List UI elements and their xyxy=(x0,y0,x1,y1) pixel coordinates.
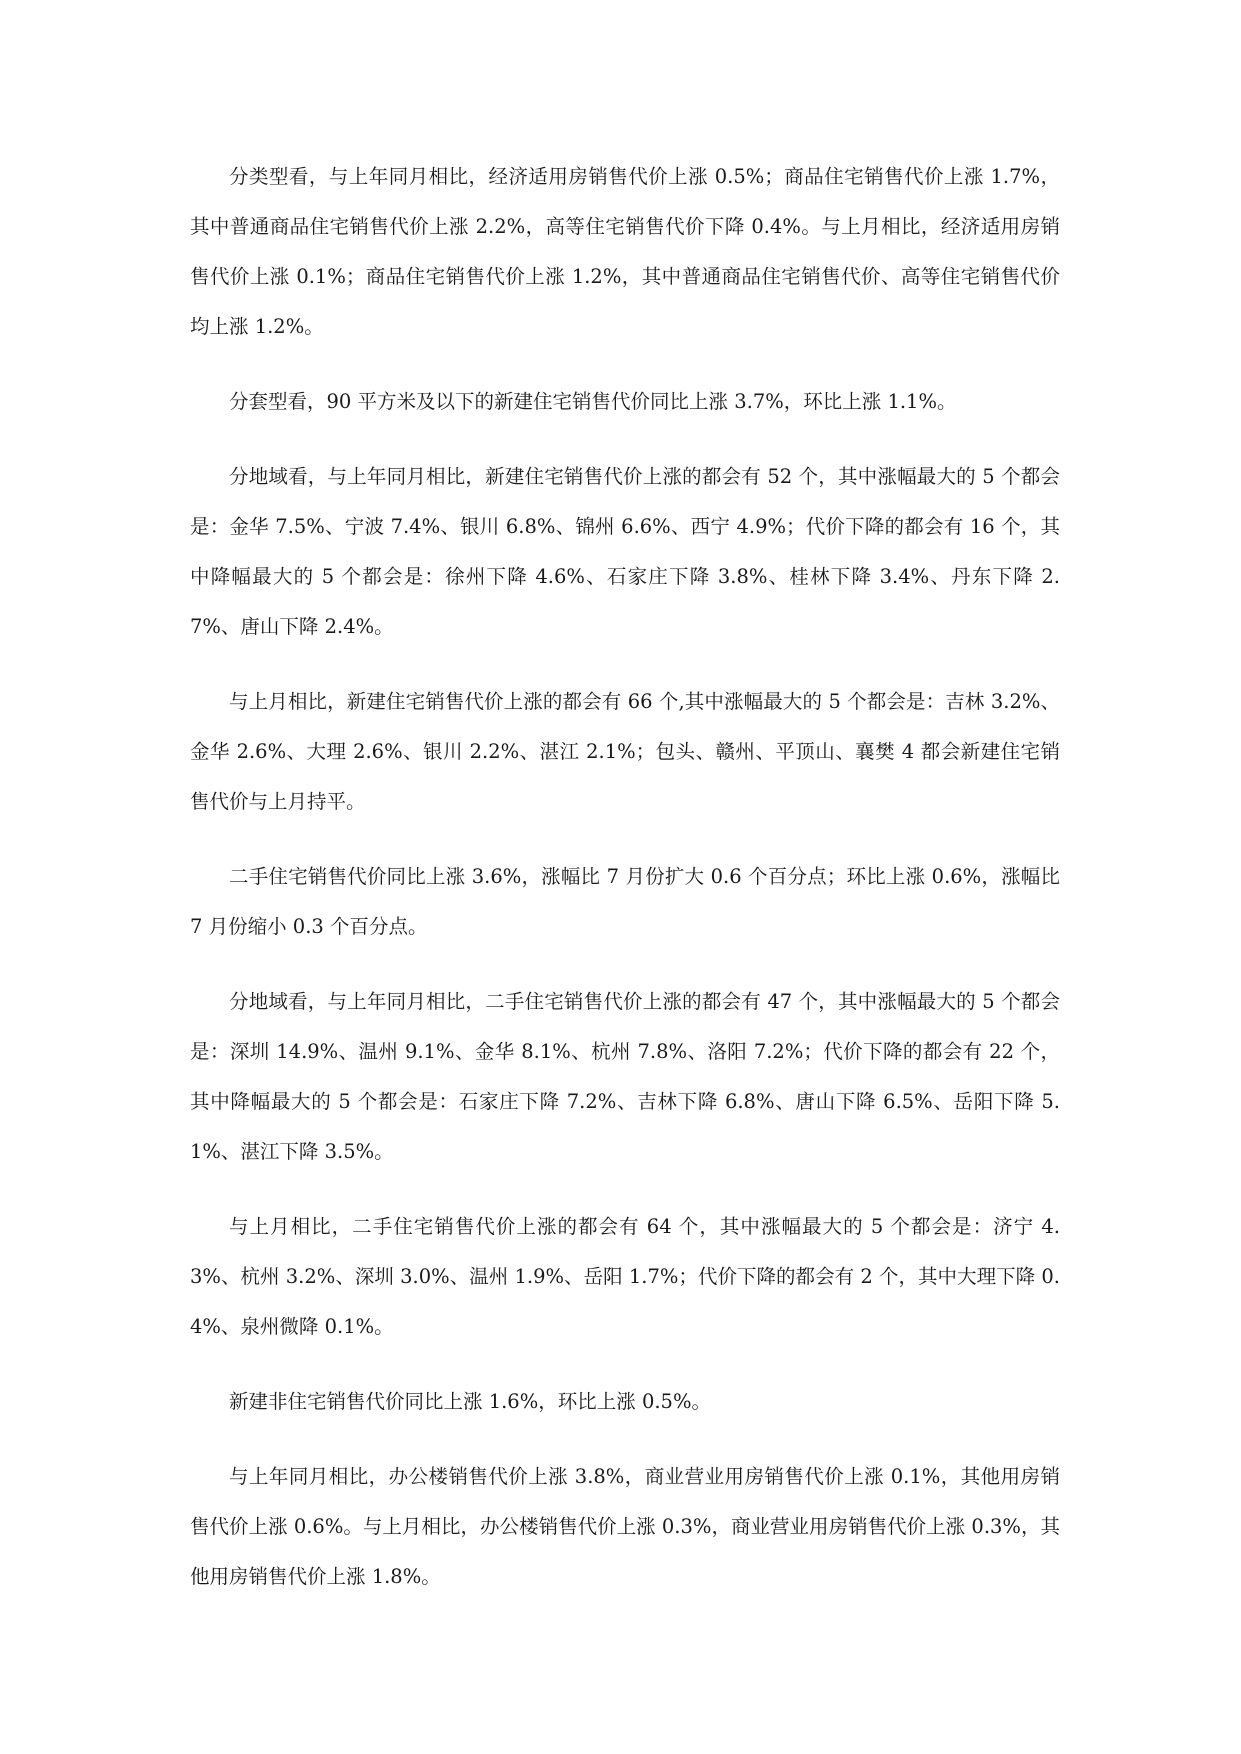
paragraph-unit-size: 分套型看，90 平方米及以下的新建住宅销售代价同比上涨 3.7%，环比上涨 1.1%。 xyxy=(229,390,957,413)
paragraph-second-hand-yoy-regions: 分地域看，与上年同月相比，二手住宅销售代价上涨的都会有 47 个，其中涨幅最大的 5 个都会是：深圳 14.9%、温州 9.1%、金华 8.1%、杭州 7.8%、洛阳 7.2%；代价下降的都会有 22 个，其中降幅最大的 5 个都会是：石家庄下降 7.2%、吉林下降 6.8%、唐山下降 6.5%、岳阳下降 5.1%、湛江下降 3.5%。 xyxy=(190,990,1060,1163)
paragraph-second-hand-summary: 二手住宅销售代价同比上涨 3.6%，涨幅比 7 月份扩大 0.6 个百分点；环比上涨 0.6%，涨幅比 7 月份缩小 0.3 个百分点。 xyxy=(190,865,1060,938)
paragraph-new-housing-mom-regions: 与上月相比，新建住宅销售代价上涨的都会有 66 个,其中涨幅最大的 5 个都会是：吉林 3.2%、金华 2.6%、大理 2.6%、银川 2.2%、湛江 2.1%；包头、赣州、平顶山、襄樊 4 都会新建住宅销售代价与上月持平。 xyxy=(190,690,1060,813)
paragraph-new-housing-yoy-regions: 分地域看，与上年同月相比，新建住宅销售代价上涨的都会有 52 个，其中涨幅最大的 5 个都会是：金华 7.5%、宁波 7.4%、银川 6.8%、锦州 6.6%、西宁 4.9%；代价下降的都会有 16 个，其中降幅最大的 5 个都会是：徐州下降 4.6%、石家庄下降 3.8%、桂林下降 3.4%、丹东下降 2.7%、唐山下降 2.4%。 xyxy=(190,465,1060,638)
paragraph-housing-type: 分类型看，与上年同月相比，经济适用房销售代价上涨 0.5%；商品住宅销售代价上涨 1.7%，其中普通商品住宅销售代价上涨 2.2%，高等住宅销售代价下降 0.4%。与上月相比，经济适用房销售代价上涨 0.1%；商品住宅销售代价上涨 1.2%，其中普通商品住宅销售代价、高等住宅销售代价均上涨 1.2%。 xyxy=(190,165,1060,338)
paragraph-non-residential-breakdown: 与上年同月相比，办公楼销售代价上涨 3.8%，商业营业用房销售代价上涨 0.1%，其他用房销售代价上涨 0.6%。与上月相比，办公楼销售代价上涨 0.3%，商业营业用房销售代价上涨 0.3%，其他用房销售代价上涨 1.8%。 xyxy=(190,1465,1060,1588)
paragraph-non-residential-summary: 新建非住宅销售代价同比上涨 1.6%，环比上涨 0.5%。 xyxy=(229,1390,711,1413)
document-body xyxy=(190,152,1060,1627)
paragraph-second-hand-mom-regions: 与上月相比，二手住宅销售代价上涨的都会有 64 个，其中涨幅最大的 5 个都会是：济宁 4.3%、杭州 3.2%、深圳 3.0%、温州 1.9%、岳阳 1.7%；代价下降的都会有 2 个，其中大理下降 0.4%、泉州微降 0.1%。 xyxy=(190,1215,1060,1338)
